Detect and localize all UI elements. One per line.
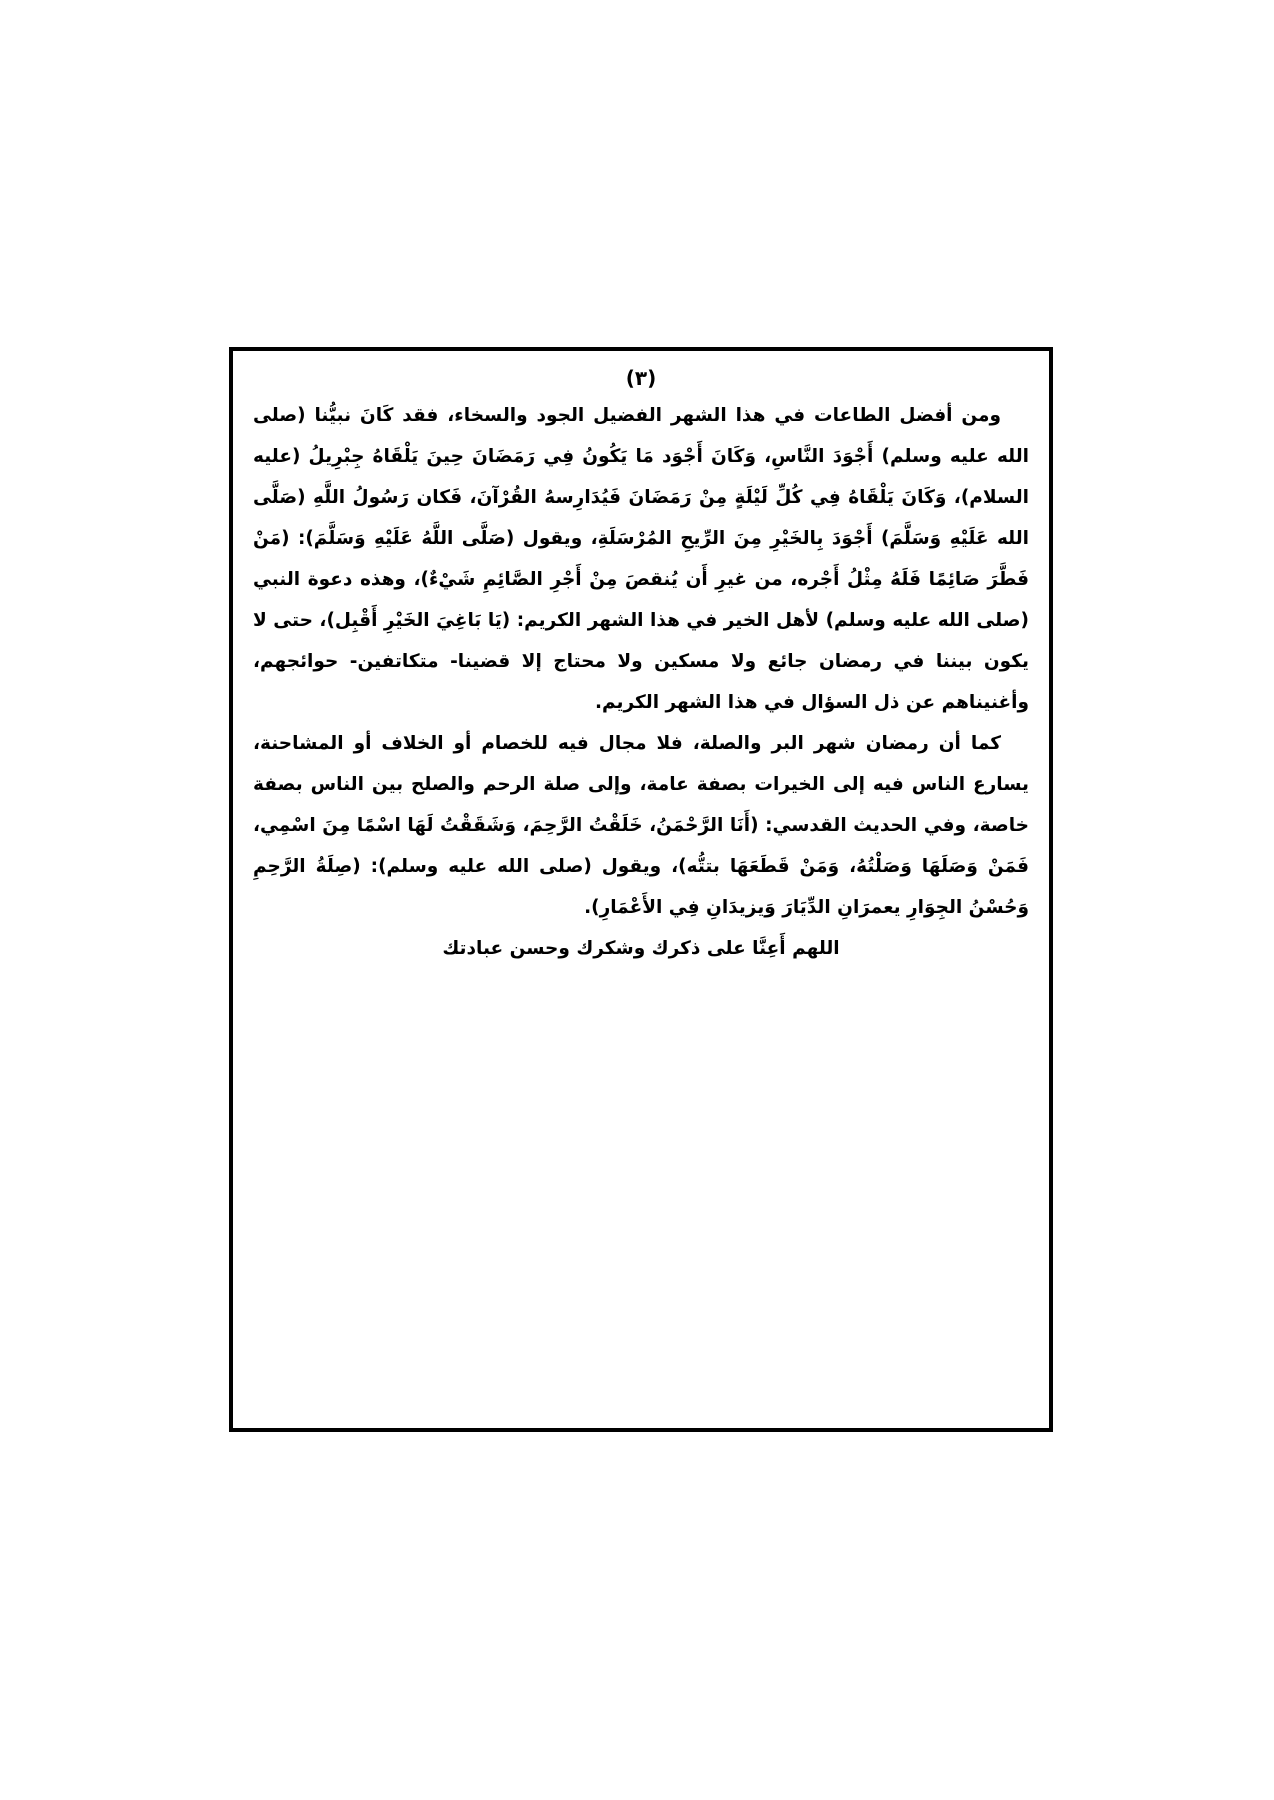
paragraph-kinship: كما أن رمضان شهر البر والصلة، فلا مجال فيه للخصام أو الخلاف أو المشاحنة، يسارع الناس فيه إلى الخيرات بصفة عامة، وإلى صلة الرحم والصلح بين الناس بصفة خاصة، وفي الحديث القدسي: (أَنَا الرَّحْمَنُ، خَلَقْتُ الرَّحِمَ، وَشَقَقْتُ لَهَا اسْمًا مِنَ اسْمِي، فَمَنْ وَصَلَهَا وَصَلْتُهُ، وَمَنْ قَطَعَهَا بتتُّه)، ويقول (صلى الله عليه وسلم): (صِلَةُ الرَّحِمِ وَحُسْنُ الجِوَارِ يعمرَانِ الدِّيَارَ وَيزيدَانِ فِي الأَعْمَارِ). <box>253 733 1029 918</box>
page-border-frame <box>229 347 1053 1432</box>
page-number: (٣) <box>625 366 657 390</box>
page-content <box>253 363 1029 969</box>
closing-prayer: اللهم أَعِنَّا على ذكرك وشكرك وحسن عبادتك <box>442 938 840 959</box>
paragraph-generosity: ومن أفضل الطاعات في هذا الشهر الفضيل الجود والسخاء، فقد كَانَ نبيُّنا (صلى الله عليه وسلم) أَجْوَدَ النَّاسِ، وَكَانَ أَجْوَد مَا يَكُونُ فِي رَمَضَانَ حِينَ يَلْقَاهُ جِبْرِيلُ (عليه السلام)، وَكَانَ يَلْقَاهُ فِي كُلِّ لَيْلَةٍ مِنْ رَمَضَانَ فَيُدَارِسهُ القُرْآنَ، فَكان رَسُولُ اللَّهِ (صَلَّى الله عَلَيْهِ وَسَلَّمَ) أَجْوَدَ بِالخَيْرِ مِنَ الرِّيحِ المُرْسَلَةِ، ويقول (صَلَّى اللَّهُ عَلَيْهِ وَسَلَّمَ): (مَنْ فَطَّرَ صَائِمًا فَلَهُ مِثْلُ أَجْره، من غيرِ أَن يُنقصَ مِنْ أَجْرِ الصَّائِمِ شَيْءٌ)، وهذه دعوة النبي (صلى الله عليه وسلم) لأهل الخير في هذا الشهر الكريم: (يَا بَاغِيَ الخَيْرِ أَقْبِل)، حتى لا يكون بيننا في رمضان جائع ولا مسكين ولا محتاج إلا قضينا- متكاتفين- حوائجهم، وأغنيناهم عن ذل السؤال في هذا الشهر الكريم. <box>253 405 1029 713</box>
